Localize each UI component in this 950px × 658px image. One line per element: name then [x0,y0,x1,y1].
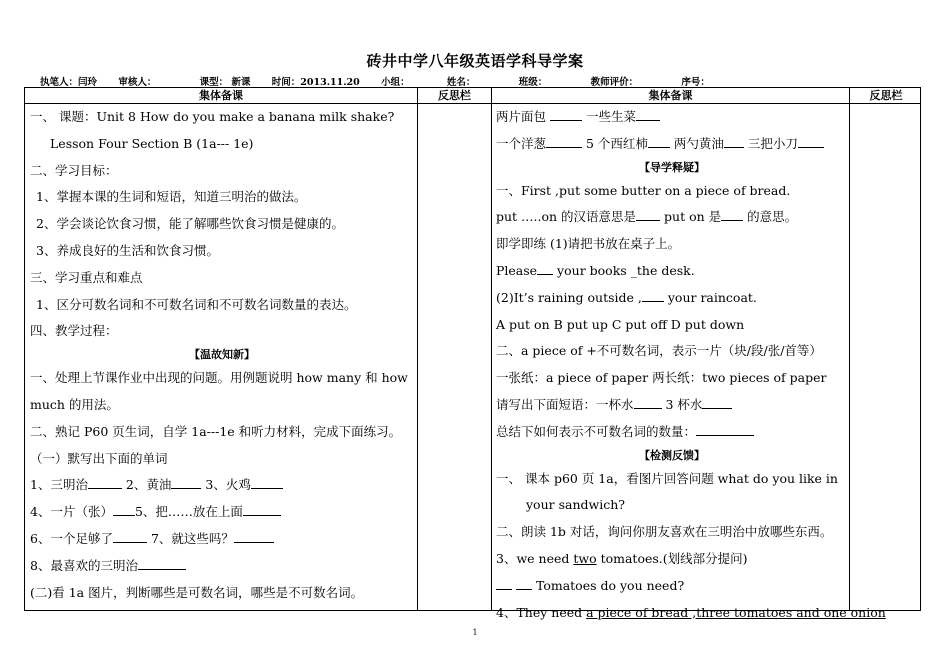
text-line: 3、养成良好的生活和饮食习惯。 [36,242,219,258]
column-header-reflection-right: 反思栏 [869,89,903,102]
answer-blank[interactable] [550,108,582,121]
item-label: 4、一片（张） [30,504,113,520]
text-line: 二、学习目标： [30,162,118,178]
item-label: 请写出下面短语：一杯水 [496,396,634,412]
name-field: 姓名： [446,77,476,88]
answer-blank[interactable] [251,476,283,489]
lesson-table [24,87,921,620]
text-line: 三、学习重点和难点 [30,269,143,285]
column-header-reflection-left: 反思栏 [438,89,471,102]
item-label: tomatoes.(划线部分提问) [596,550,748,566]
text-line [496,204,848,231]
item-label: put …..on 的汉语意思是 [496,209,637,225]
text-line [496,600,886,627]
answer-blank[interactable] [642,289,664,302]
text-line: Lesson Four Section B (1a--- 1e) [50,135,254,151]
text-line: 1、掌握本课的生词和短语，知道三明治的做法。 [36,189,307,205]
answer-blank[interactable] [171,476,201,489]
reviewer-field: 审核人： [118,77,157,88]
item-label: 三把小刀 [743,135,798,151]
text-line: （一）默写出下面的单词 [30,450,168,466]
item-label: 3 杯水 [661,396,703,412]
text-line: 二、a piece of +不可数名词，表示一片（块/段/张/首等） [496,343,822,359]
item-label: 的意思。 [743,209,798,225]
text-line [496,104,848,131]
section-heading: 【温故知新】 [189,348,255,362]
text-line: your sandwich? [526,497,625,513]
item-label: 5、把……放在上面 [134,504,243,520]
answer-blank[interactable] [702,396,732,409]
text-line: 二、熟记 P60 页生词，自学 1a---1e 和听力材料，完成下面练习。 [30,423,402,439]
underlined-text: two [573,550,597,566]
item-label: 总结下如何表示不可数名词的数量： [496,423,697,439]
divider [849,88,850,610]
underlined-text: a piece of bread ,three tomatoes and one onion [586,604,886,620]
answer-blank[interactable] [636,108,660,121]
divider [417,88,418,610]
teacher-eval-field: 教师评价： [590,77,639,88]
answer-blank[interactable] [724,135,744,148]
date-field: 时间：2013.11.20 [271,77,360,88]
text-line: 1、区分可数名词和不可数名词和不可数名词数量的表达。 [36,296,357,312]
text-line: 一、 课题：Unit 8 How do you make a banana milk shake? [30,109,395,124]
answer-blank[interactable] [636,208,660,221]
document-title: 砖井中学八年级英语学科导学案 [366,52,584,70]
text-line: 一、 课本 p60 页 1a，看图片回答问题 what do you like in [496,470,838,486]
answer-blank[interactable] [798,135,824,148]
answer-blank[interactable] [496,577,512,590]
section-heading: 【导学释疑】 [639,160,705,174]
item-label: 4、They need [496,604,587,620]
answer-blank[interactable] [138,557,186,570]
item-label: 两勺黄油 [669,135,724,151]
page-number: 1 [472,628,478,637]
item-label: your books _the desk. [553,262,695,278]
section-heading: 【检测反馈】 [639,448,705,462]
item-label: Tomatoes do you need? [531,577,685,593]
answer-blank[interactable] [648,135,670,148]
item-label: 一些生菜 [581,109,636,124]
text-line: 一、First ,put some butter on a piece of bread. [496,182,791,198]
text-line [30,472,414,499]
text-line: 即学即练 (1)请把书放在桌子上。 [496,236,681,252]
answer-blank[interactable] [88,476,122,489]
right-content [496,104,886,626]
text-line: 一、处理上节课作业中出现的问题。用例题说明 how many 和 how [30,370,408,386]
answer-blank[interactable] [546,135,582,148]
item-label: 3、火鸡 [201,477,251,493]
text-line [30,526,414,553]
divider [491,88,492,610]
text-line: (二)看 1a 图片，判断哪些是可数名词，哪些是不可数名词。 [30,584,364,600]
text-line [496,258,848,285]
lesson-type-field: 课型： 新课 [199,77,251,88]
item-label: 5 个西红柿 [582,135,648,151]
item-label: 8、最喜欢的三明治 [30,557,138,573]
item-label: your raincoat. [663,289,757,305]
author-field: 执笔人：闫玲 [40,77,98,88]
text-line [496,419,848,446]
item-label: 2、黄油 [121,477,172,493]
text-line: 2、学会谈论饮食习惯，能了解哪些饮食习惯是健康的。 [36,216,344,232]
answer-blank[interactable] [696,423,754,436]
text-line: 一张纸：a piece of paper 两长纸：two pieces of paper [496,370,827,386]
text-line: much 的用法。 [30,396,119,412]
item-label: put on 是 [660,209,722,225]
answer-blank[interactable] [516,577,532,590]
text-line [30,499,414,526]
item-label: 两片面包 [496,109,550,124]
answer-blank[interactable] [721,208,743,221]
text-line [496,573,848,600]
text-line [496,392,848,419]
text-line [30,553,414,580]
answer-blank[interactable] [113,530,147,543]
answer-blank[interactable] [113,503,135,516]
answer-blank[interactable] [243,503,281,516]
text-line: 四、教学过程： [30,323,118,339]
column-header-prep-left: 集体备课 [199,89,243,102]
text-line: 二、朗读 1b 对话，询问你朋友喜欢在三明治中放哪些东西。 [496,524,833,540]
item-label: 7、就这些吗？ [146,530,234,546]
column-header-prep-right: 集体备课 [648,89,693,102]
answer-blank[interactable] [634,396,662,409]
item-label: 1、三明治 [30,477,88,493]
item-label: 6、一个足够了 [30,530,113,546]
text-line [496,285,848,312]
text-line: A put on B put up C put off D put down [496,316,745,332]
item-label: (2)It’s raining outside , [496,289,642,305]
class-field: 班级： [518,77,548,88]
answer-blank[interactable] [537,262,553,275]
item-label: 一个洋葱 [496,135,547,151]
header-meta [40,74,728,88]
item-label: 3、we need [496,550,574,566]
item-label: Please [496,262,538,278]
text-line [496,546,848,573]
group-field: 小组： [381,77,410,88]
text-line [496,131,848,158]
left-content [30,104,414,606]
answer-blank[interactable] [234,530,274,543]
serial-field: 序号： [681,77,710,88]
